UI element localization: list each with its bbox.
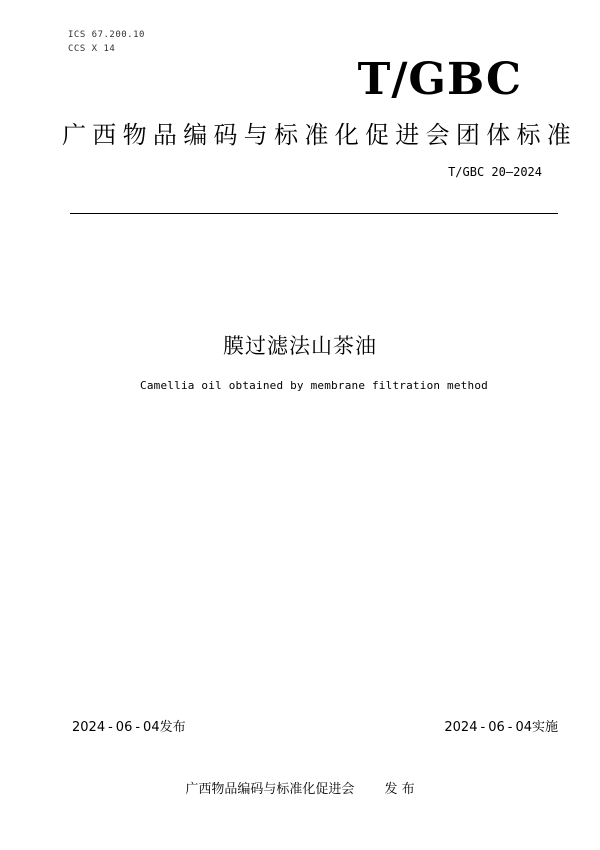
publish-year: 2024 bbox=[72, 720, 106, 735]
organization-standard-title: 广西物品编码与标准化促进会团体标准 bbox=[62, 121, 578, 149]
implement-year: 2024 bbox=[444, 720, 478, 735]
publish-month: 06 bbox=[115, 720, 133, 735]
standard-logo: T/GBC bbox=[357, 54, 522, 105]
date-separator: - bbox=[135, 720, 141, 735]
implement-label: 实施 bbox=[531, 720, 558, 735]
date-separator: - bbox=[108, 720, 113, 735]
issuer-name: 广西物品编码与标准化促进会 bbox=[185, 782, 355, 797]
ics-code: ICS 67.200.10 bbox=[68, 30, 145, 40]
implement-date bbox=[444, 716, 558, 735]
publish-date bbox=[72, 716, 186, 735]
implement-day: 04 bbox=[515, 720, 532, 735]
date-separator: - bbox=[507, 720, 513, 735]
standard-number: T/GBC 20—2024 bbox=[448, 165, 542, 179]
document-title-en: Camellia oil obtained by membrane filtration method bbox=[140, 379, 488, 392]
issuer-line bbox=[0, 778, 600, 797]
ccs-code: CCS X 14 bbox=[68, 44, 116, 54]
header-divider bbox=[70, 213, 558, 214]
implement-month: 06 bbox=[488, 720, 505, 735]
document-title-cn: 膜过滤法山茶油 bbox=[223, 334, 377, 358]
date-separator: - bbox=[480, 720, 486, 735]
publish-label: 发布 bbox=[159, 720, 186, 735]
publish-day: 04 bbox=[143, 720, 160, 735]
issuer-action: 发 布 bbox=[384, 782, 415, 797]
